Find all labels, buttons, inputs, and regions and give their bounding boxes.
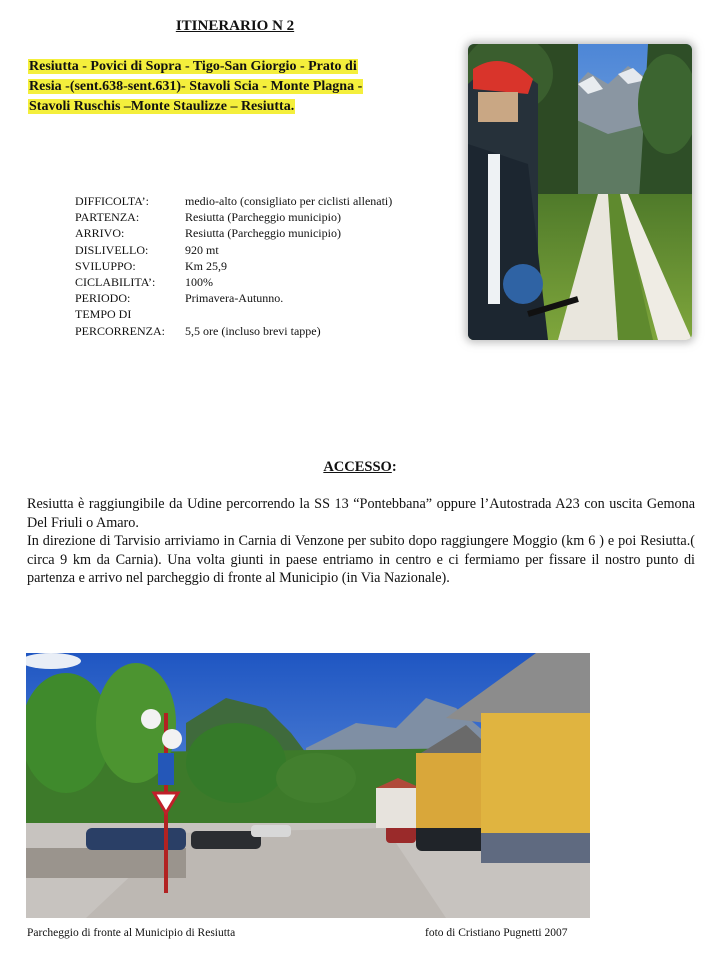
detail-row — [75, 242, 392, 258]
detail-key: TEMPO DI — [75, 307, 132, 322]
route-line: Resiutta - Povici di Sopra - Tigo-San Giorgio - Prato di — [29, 59, 357, 74]
detail-row — [75, 258, 392, 274]
route-line: Resia -(sent.638-sent.631)- Stavoli Scia - Monte Plagna - — [29, 79, 363, 94]
accesso-title: ACCESSO — [323, 459, 392, 475]
cyclist-trail-photo — [468, 44, 692, 340]
detail-key: SVILUPPO: — [75, 258, 136, 273]
itinerary-details — [75, 193, 392, 339]
accesso-paragraph: Resiutta è raggiungibile da Udine percorrendo la SS 13 “Pontebbana” oppure l’Autostrada A23 con uscita Gemona Del Friuli o Amaro. — [27, 496, 695, 531]
detail-key: ARRIVO: — [75, 226, 125, 241]
photo-caption-right: foto di Cristiano Pugnetti 2007 — [425, 927, 568, 939]
accesso-text — [27, 495, 695, 588]
detail-key: PARTENZA: — [75, 210, 140, 225]
parking-photo — [26, 653, 590, 918]
route-line: Stavoli Ruschis –Monte Staulizze – Resiutta. — [29, 99, 295, 114]
detail-key: DIFFICOLTA’: — [75, 194, 149, 208]
detail-row — [75, 323, 392, 339]
detail-value: 920 mt — [185, 242, 219, 257]
accesso-title-suffix: : — [391, 459, 397, 475]
page-title: ITINERARIO N 2 — [175, 18, 295, 34]
detail-key: CICLABILITA’: — [75, 275, 156, 290]
accesso-paragraph: In direzione di Tarvisio arriviamo in Carnia di Venzone per subito dopo raggiungere Moggio (km 6 ) e poi Resiutta.( circa 9 km da Carnia). Una volta giunti in paese entriamo in centro e ci fermiamo per fissare il nostro punto di partenza e arrivo nel parcheggio di fronte al Municipio (in Via Nazionale). — [27, 533, 695, 586]
detail-value: Resiutta (Parcheggio municipio) — [185, 226, 341, 241]
detail-value: Primavera-Autunno. — [185, 291, 284, 306]
detail-key: PERCORRENZA: — [75, 323, 166, 338]
detail-key: DISLIVELLO: — [75, 242, 149, 257]
detail-row — [75, 225, 392, 241]
detail-row — [75, 209, 392, 225]
detail-row — [75, 306, 392, 322]
detail-value: 5,5 ore (incluso brevi tappe) — [185, 323, 321, 338]
detail-value: medio-alto (consigliato per ciclisti allenati) — [185, 194, 393, 208]
detail-value: 100% — [185, 275, 213, 290]
detail-value: Km 25,9 — [185, 258, 227, 273]
detail-row — [75, 274, 392, 290]
detail-row — [75, 290, 392, 306]
route-description — [28, 57, 428, 117]
photo-caption-left: Parcheggio di fronte al Municipio di Resiutta — [27, 927, 236, 939]
detail-row — [75, 193, 392, 209]
detail-value: Resiutta (Parcheggio municipio) — [185, 210, 341, 225]
accesso-heading — [0, 459, 720, 476]
detail-key: PERIODO: — [75, 291, 131, 306]
